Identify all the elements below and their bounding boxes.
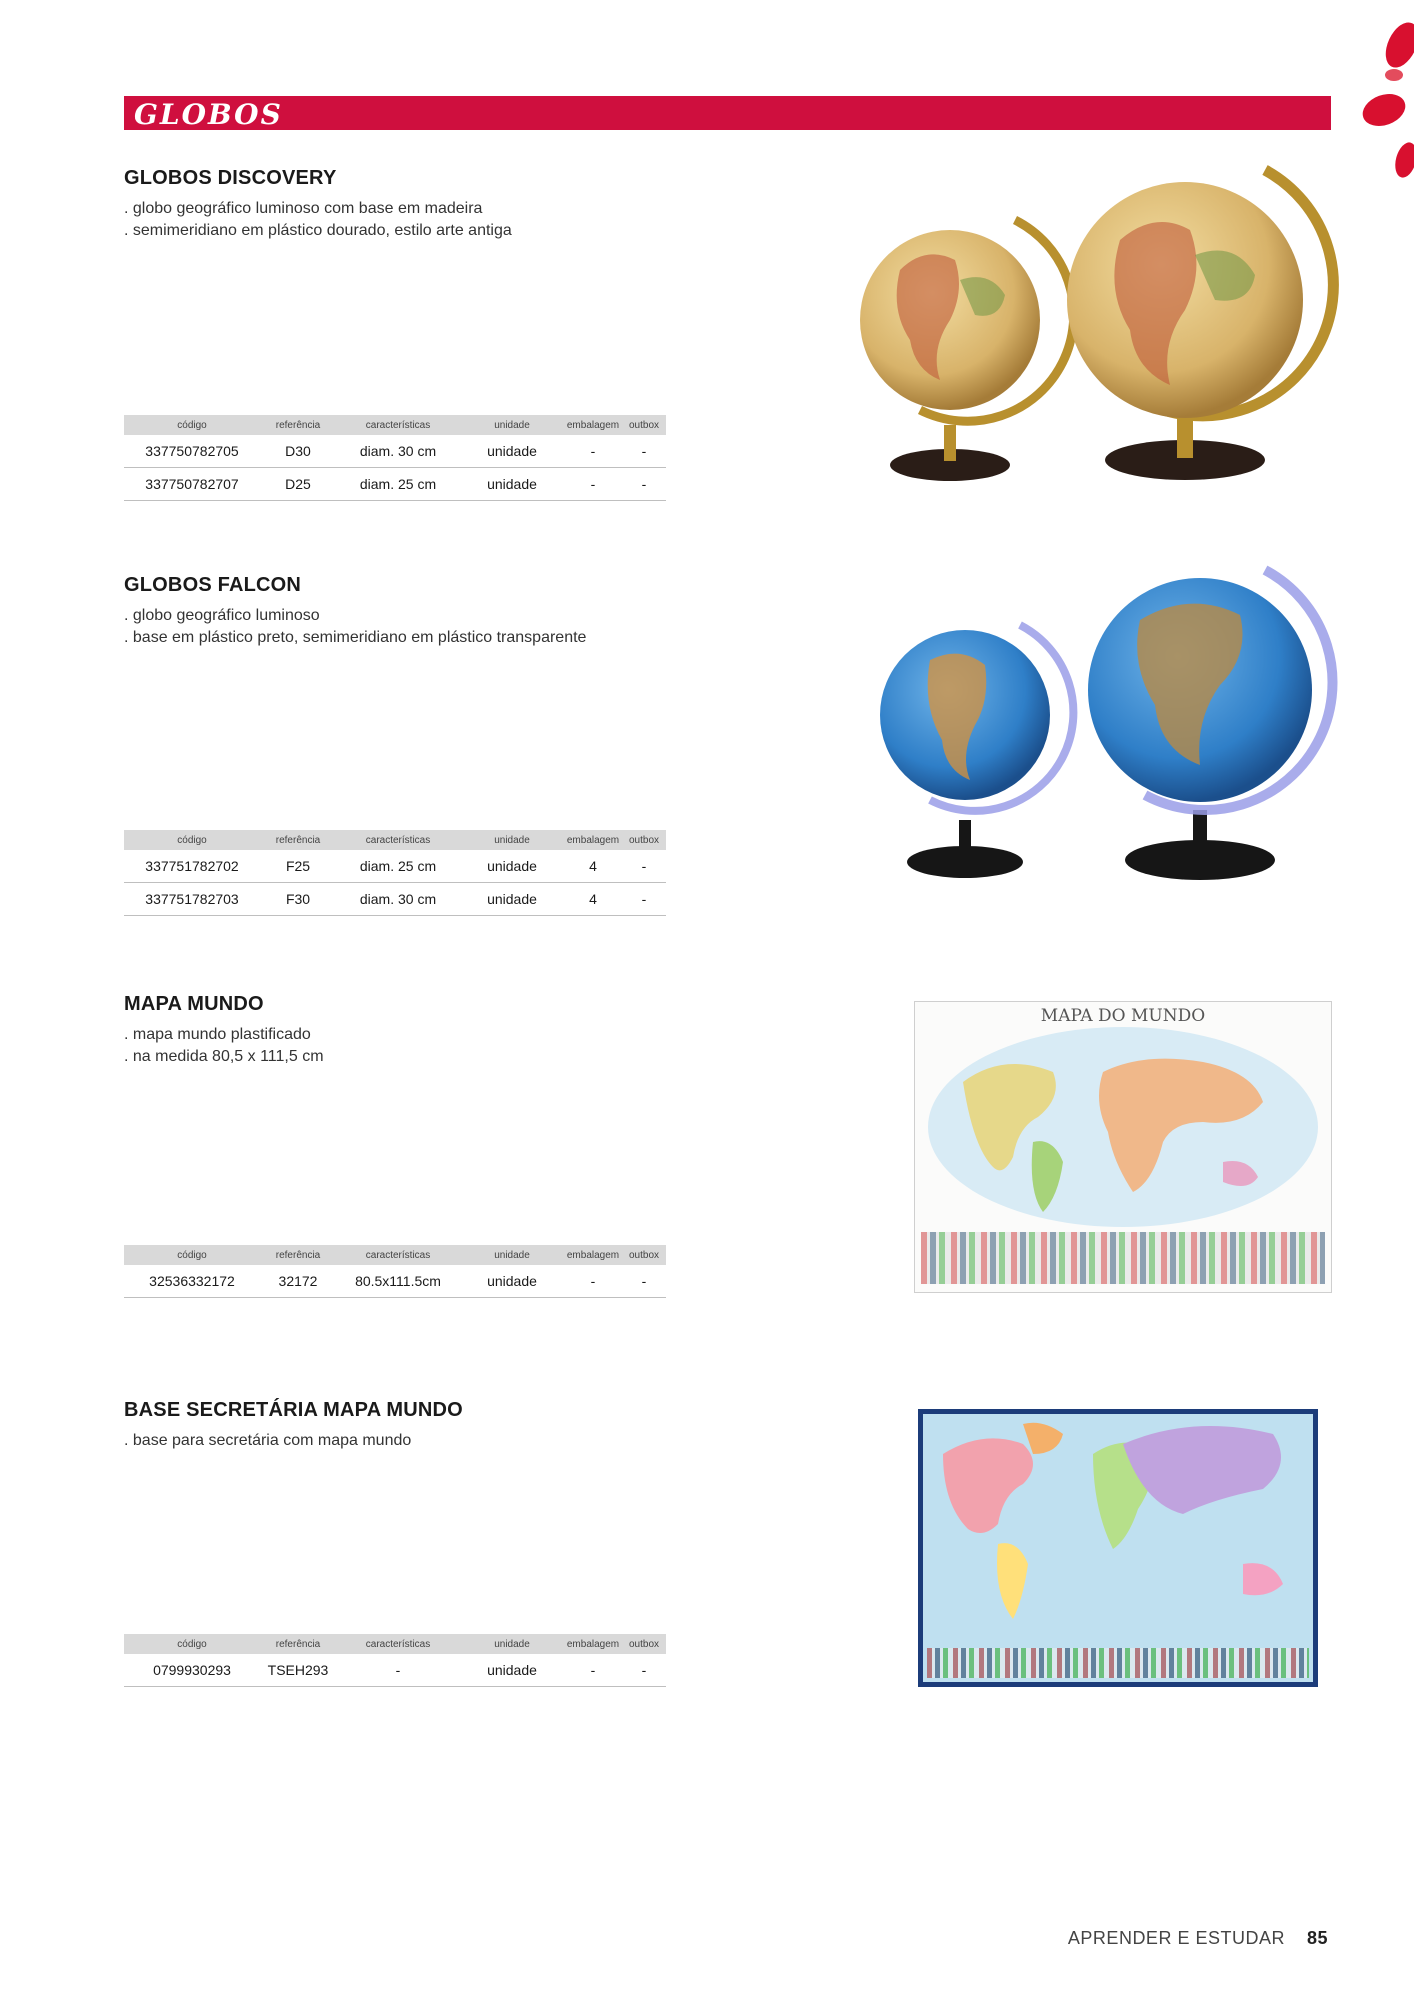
product-description	[124, 1024, 684, 1068]
table-cell: D25	[260, 468, 336, 501]
footer-section-label: APRENDER E ESTUDAR	[1067, 1928, 1285, 1948]
world-map-graphic	[923, 1022, 1323, 1232]
product-description	[124, 605, 684, 649]
table-cell: 32172	[260, 1265, 336, 1298]
table-cell: -	[622, 468, 666, 501]
table-cell: unidade	[460, 1654, 564, 1687]
description-line: . na medida 80,5 x 111,5 cm	[124, 1048, 324, 1065]
column-header: características	[336, 1634, 460, 1654]
column-header: embalagem	[564, 1634, 622, 1654]
table-cell: 337751782703	[124, 883, 260, 916]
discovery-globes-image	[850, 160, 1340, 500]
table-cell: -	[622, 1265, 666, 1298]
leaf-decoration-icon	[1354, 0, 1414, 220]
column-header: unidade	[460, 1634, 564, 1654]
category-banner	[124, 96, 1331, 130]
product-section-mapa-mundo	[124, 993, 684, 1068]
table-cell: -	[622, 883, 666, 916]
column-header: características	[336, 1245, 460, 1265]
description-line: . globo geográfico luminoso com base em madeira	[124, 200, 483, 217]
column-header: outbox	[622, 1245, 666, 1265]
column-header: código	[124, 415, 260, 435]
column-header: outbox	[622, 830, 666, 850]
table-cell: D30	[260, 435, 336, 468]
column-header: referência	[260, 830, 336, 850]
flags-strip	[927, 1648, 1309, 1678]
table-cell: -	[564, 1654, 622, 1687]
table-row	[124, 883, 666, 916]
table-cell: 337750782705	[124, 435, 260, 468]
flags-strip	[921, 1232, 1325, 1284]
table-cell: 80.5x111.5cm	[336, 1265, 460, 1298]
column-header: código	[124, 830, 260, 850]
table-row	[124, 1654, 666, 1687]
column-header: referência	[260, 1245, 336, 1265]
column-header: unidade	[460, 830, 564, 850]
product-title: GLOBOS DISCOVERY	[124, 167, 337, 189]
table-cell: 337751782702	[124, 850, 260, 883]
table-cell: -	[622, 435, 666, 468]
table-cell: 32536332172	[124, 1265, 260, 1298]
table-cell: unidade	[460, 883, 564, 916]
table-cell: -	[564, 1265, 622, 1298]
column-header: referência	[260, 415, 336, 435]
spec-table	[124, 1245, 666, 1298]
table-cell: -	[336, 1654, 460, 1687]
column-header: embalagem	[564, 415, 622, 435]
description-line: . semimeridiano em plástico dourado, estilo arte antiga	[124, 222, 512, 239]
page-number: 85	[1306, 1928, 1328, 1948]
world-map-poster-image	[914, 1001, 1332, 1293]
column-header: embalagem	[564, 830, 622, 850]
column-header: características	[336, 415, 460, 435]
table-cell: 337750782707	[124, 468, 260, 501]
product-section-discovery	[124, 167, 684, 242]
table-cell: TSEH293	[260, 1654, 336, 1687]
table-header-row	[124, 830, 666, 850]
column-header: unidade	[460, 1245, 564, 1265]
column-header: unidade	[460, 415, 564, 435]
table-cell: diam. 25 cm	[336, 850, 460, 883]
table-cell: unidade	[460, 435, 564, 468]
table-header-row	[124, 1634, 666, 1654]
table-cell: unidade	[460, 1265, 564, 1298]
column-header: embalagem	[564, 1245, 622, 1265]
table-cell: diam. 30 cm	[336, 883, 460, 916]
table-row	[124, 435, 666, 468]
column-header: código	[124, 1634, 260, 1654]
table-header-row	[124, 1245, 666, 1265]
table-cell: 4	[564, 883, 622, 916]
column-header: outbox	[622, 1634, 666, 1654]
page-footer	[1068, 1928, 1328, 1949]
product-section-base-secretaria	[124, 1399, 684, 1452]
column-header: outbox	[622, 415, 666, 435]
table-cell: diam. 30 cm	[336, 435, 460, 468]
spec-table	[124, 830, 666, 916]
table-cell: 4	[564, 850, 622, 883]
description-line: . base para secretária com mapa mundo	[124, 1432, 412, 1449]
category-title: GLOBOS	[134, 98, 283, 131]
table-cell: -	[564, 468, 622, 501]
product-description	[124, 1430, 684, 1452]
product-description	[124, 198, 684, 242]
column-header: referência	[260, 1634, 336, 1654]
description-line: . globo geográfico luminoso	[124, 607, 320, 624]
table-cell: unidade	[460, 850, 564, 883]
description-line: . base em plástico preto, semimeridiano em plástico transparente	[124, 629, 587, 646]
table-cell: 0799930293	[124, 1654, 260, 1687]
table-header-row	[124, 415, 666, 435]
table-cell: F30	[260, 883, 336, 916]
falcon-globes-image	[870, 560, 1340, 890]
column-header: código	[124, 1245, 260, 1265]
product-title: BASE SECRETÁRIA MAPA MUNDO	[124, 1399, 463, 1421]
table-cell: -	[622, 850, 666, 883]
political-map-graphic	[923, 1414, 1313, 1644]
table-cell: -	[564, 435, 622, 468]
map-title: MAPA DO MUNDO	[1040, 1006, 1206, 1026]
table-cell: diam. 25 cm	[336, 468, 460, 501]
table-row	[124, 1265, 666, 1298]
table-cell: unidade	[460, 468, 564, 501]
product-section-falcon	[124, 574, 684, 649]
product-title: GLOBOS FALCON	[124, 574, 302, 596]
spec-table	[124, 1634, 666, 1687]
table-cell: -	[622, 1654, 666, 1687]
column-header: características	[336, 830, 460, 850]
table-cell: F25	[260, 850, 336, 883]
description-line: . mapa mundo plastificado	[124, 1026, 311, 1043]
desk-mat-map-image	[918, 1409, 1318, 1687]
product-title: MAPA MUNDO	[124, 993, 264, 1015]
table-row	[124, 850, 666, 883]
table-row	[124, 468, 666, 501]
spec-table	[124, 415, 666, 501]
